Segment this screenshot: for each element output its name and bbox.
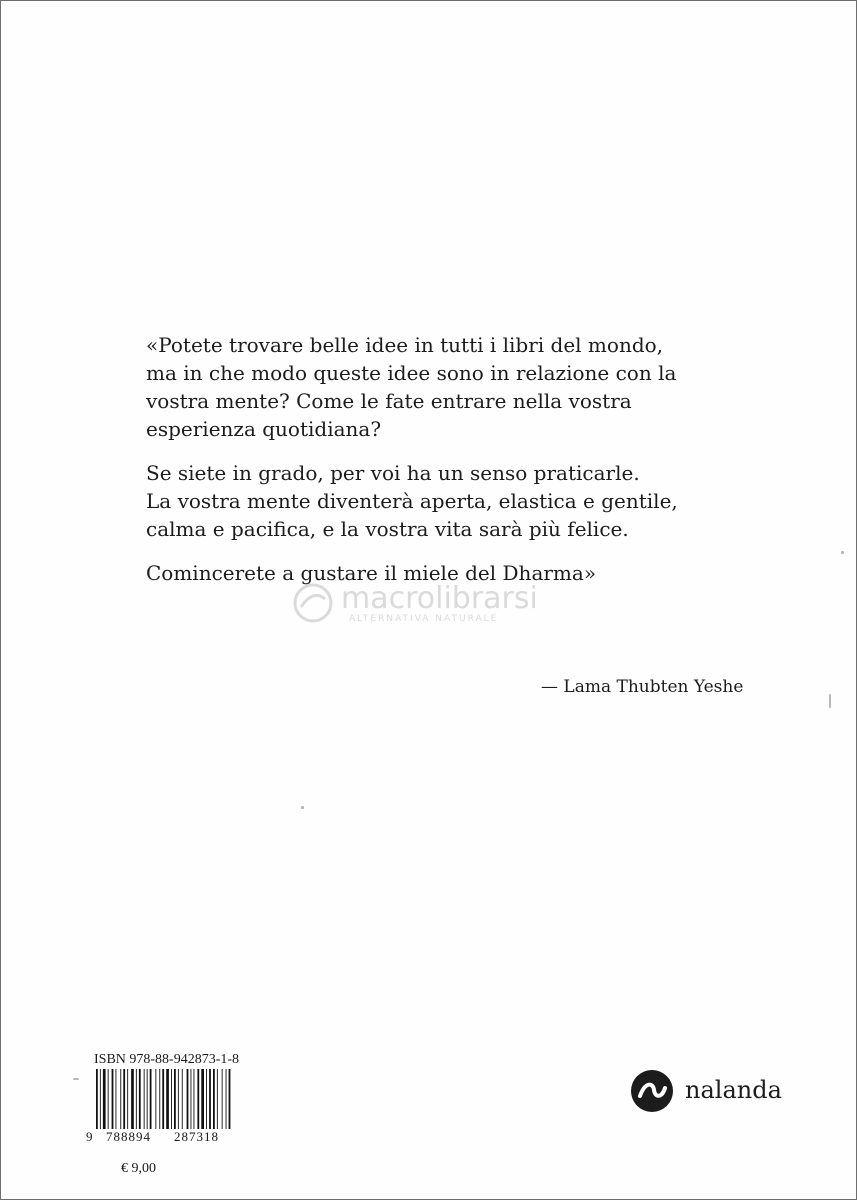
barcode-bar [182,1069,183,1129]
barcode-bar [150,1069,152,1129]
barcode-bar [178,1069,179,1129]
barcode-bar [155,1069,156,1129]
barcode-bar [144,1069,145,1129]
barcode-bar [139,1069,141,1129]
watermark [291,581,591,631]
barcode-bar [226,1069,227,1129]
barcode-bar [136,1069,137,1129]
publisher-name: nalanda [685,1076,782,1104]
barcode-bar [229,1069,231,1129]
quote-paragraph-1 [146,331,786,443]
barcode-bar [108,1069,109,1129]
paper-speck [301,806,304,809]
quote-line: vostra mente? Come le fate entrare nella vostra [146,389,632,413]
paper-speck [73,1078,79,1080]
quote-attribution: — Lama Thubten Yeshe [541,677,744,697]
barcode-bar [209,1069,211,1129]
barcode-bar [127,1069,128,1129]
quote-paragraph-2 [146,459,786,543]
barcode-bar [147,1069,148,1129]
barcode-bar [123,1069,125,1129]
barcode-bar [120,1069,121,1129]
quote-line: Comincerete a gustare il miele del Dharma» [146,561,597,585]
watermark-name: macrolibrarsi [341,581,538,616]
barcode-bar [187,1069,189,1129]
quote-line: calma e pacifica, e la vostra vita sarà più felice. [146,517,629,541]
quote-block [146,331,786,603]
barcode-bar [103,1069,106,1129]
barcode-bar [201,1069,204,1129]
barcode-bar [222,1069,223,1129]
barcode-bar [162,1069,164,1129]
barcode-bar [96,1069,98,1129]
barcode-bar [217,1069,218,1129]
barcode-bar [171,1069,172,1129]
barcode-bar [100,1069,101,1129]
barcode-digit-lead: 9 [86,1129,93,1144]
quote-line: «Potete trovare belle idee in tutti i libri del mondo, [146,333,664,357]
quote-line: Se siete in grado, per voi ha un senso praticarle. [146,461,640,485]
barcode-bar [206,1069,207,1129]
barcode-bar [166,1069,169,1129]
barcode-image [96,1069,242,1129]
barcode-bar [194,1069,195,1129]
barcode-bar [213,1069,215,1129]
barcode-bar [116,1069,117,1129]
paper-speck [829,694,831,708]
barcode-bar [191,1069,192,1129]
isbn-label: ISBN 978-88-942873-1-8 [94,1052,240,1067]
barcode-digit-group-1: 788894 [106,1129,151,1144]
barcode-bar [131,1069,134,1129]
paper-speck [841,551,844,554]
price-label: € 9,00 [121,1161,156,1176]
quote-line: ma in che modo queste idee sono in relazione con la [146,361,677,385]
watermark-tagline: ALTERNATIVA NATURALE [349,614,499,624]
barcode-bar [197,1069,199,1129]
watermark-logo-icon [291,581,335,625]
barcode-bar [159,1069,160,1129]
barcode-bar [112,1069,114,1129]
quote-line: La vostra mente diventerà aperta, elastica e gentile, [146,489,678,513]
nalanda-wave-logo-icon [629,1068,675,1114]
barcode-digit-group-2: 287318 [174,1129,219,1144]
barcode-bar [174,1069,176,1129]
quote-line: esperienza quotidiana? [146,417,382,441]
